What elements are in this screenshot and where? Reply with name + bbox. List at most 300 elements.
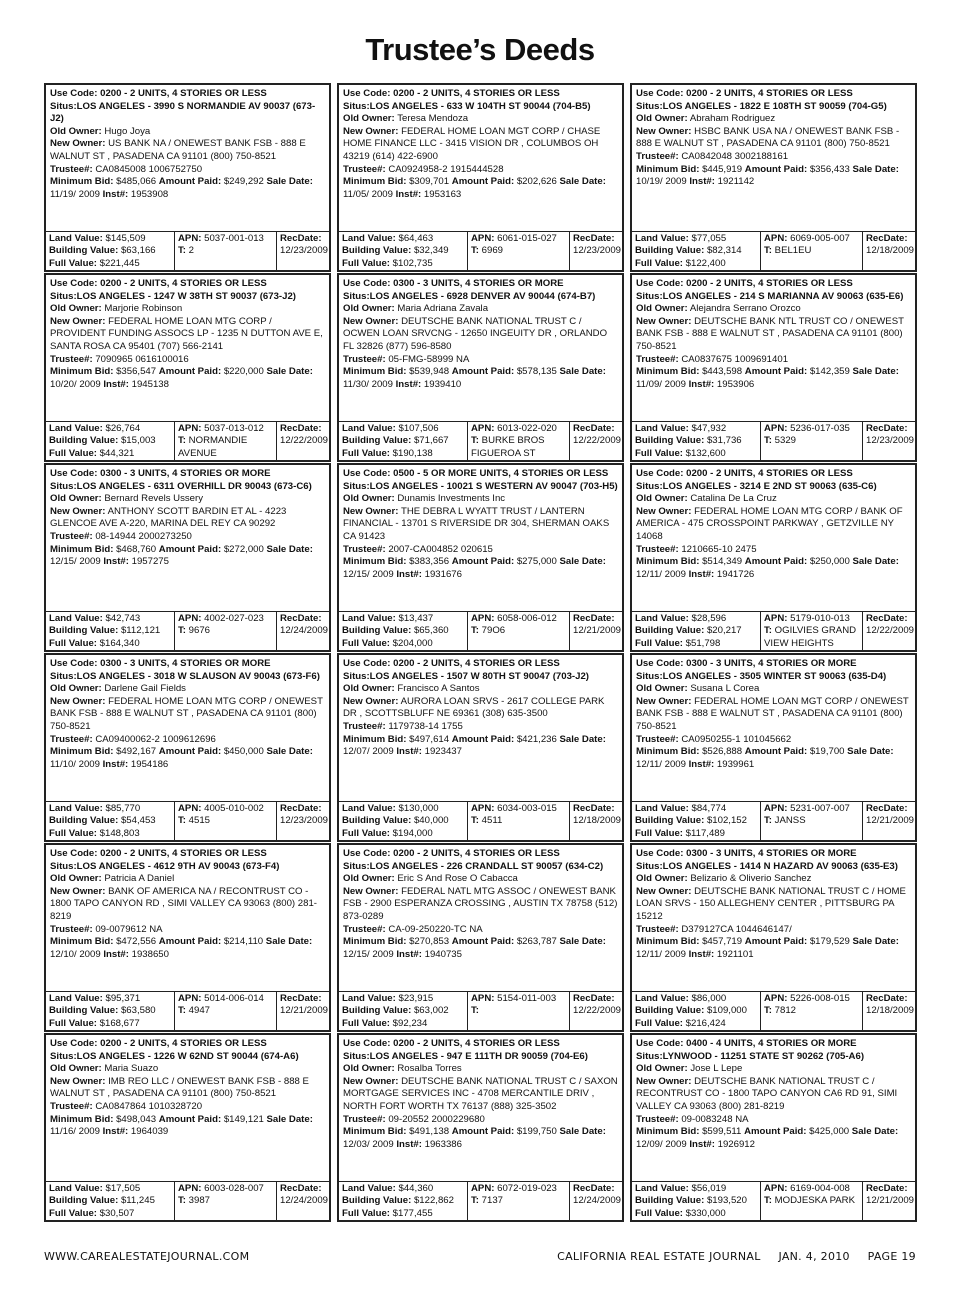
old-owner-label: Old Owner: (50, 125, 102, 137)
record-details (632, 845, 915, 992)
deed-record (44, 653, 331, 842)
minimum-bid-label: Minimum Bid: (636, 366, 700, 378)
building-value-line (342, 245, 464, 257)
old-owner: Alejandra Serrano Orozco (689, 303, 801, 315)
land-value: $17,505 (105, 1183, 141, 1194)
bid-line (50, 176, 325, 201)
sale-date: 11/10/ 2009 (50, 758, 100, 770)
rec-date-cell (569, 232, 622, 270)
situs: LOS ANGELES - 6928 DENVER AV 90044 (674-B7) (369, 290, 596, 302)
tract-label: T: (764, 245, 772, 257)
apn-cell (760, 422, 862, 460)
minimum-bid-label: Minimum Bid: (343, 366, 407, 378)
land-value: $56,019 (691, 1183, 727, 1194)
bid-line (50, 1114, 325, 1139)
land-value-label: Land Value: (342, 613, 396, 624)
rec-date-cell (569, 992, 622, 1030)
situs: LOS ANGELES - 3990 S NORMANDIE AV 90037 (673-J2) (50, 100, 316, 125)
new-owner-label: New Owner: (343, 1075, 399, 1087)
tract-line (471, 815, 566, 827)
trustee-number: 2007-CA004852 020615 (388, 543, 493, 555)
instrument-number: 1939961 (716, 758, 755, 770)
tract-label: T: (471, 1005, 479, 1017)
use-code-label: Use Code: (50, 88, 98, 99)
deed-record (630, 83, 917, 272)
old-owner-line (343, 113, 618, 126)
new-owner-line (50, 886, 325, 924)
trustee-number-label: Trustee#: (50, 353, 93, 365)
building-value-label: Building Value: (342, 245, 412, 257)
apn: 6003-028-007 (204, 1183, 264, 1194)
land-value: $130,000 (398, 803, 439, 814)
rec-date-label: RecDate: (866, 613, 908, 624)
new-owner: DEUTSCHE BANK NATIONAL TRUST C / RECONTRUST CO - 1800 TAPO CANYON CA6 RD 91, SIMI VALLEY CA 93063 (800) 281-8219 (636, 1075, 898, 1112)
rec-date-label: RecDate: (866, 233, 908, 244)
minimum-bid: $443,598 (702, 366, 743, 378)
apn-line (178, 1183, 273, 1195)
records-grid (44, 83, 917, 1222)
situs-label: Situs: (343, 290, 370, 302)
record-details (339, 845, 622, 992)
situs-line (636, 861, 911, 874)
old-owner: Bernard Revels Ussery (104, 493, 204, 505)
trustee-line (50, 924, 325, 937)
land-value-line (635, 1183, 757, 1195)
values-cell (632, 612, 760, 650)
land-value: $85,770 (105, 803, 141, 814)
apn-line (764, 993, 859, 1005)
rec-date-label: RecDate: (573, 1183, 615, 1194)
deed-record (44, 273, 331, 462)
sale-date: 10/19/ 2009 (636, 176, 687, 188)
tract-line (764, 245, 859, 257)
tract-line (178, 815, 273, 827)
land-value: $84,774 (691, 803, 727, 814)
use-code: 0300 - 3 UNITS, 4 STORIES OR MORE (100, 468, 271, 479)
instrument-number: 1957275 (131, 556, 169, 568)
situs-label: Situs: (50, 290, 77, 302)
full-value-line (635, 258, 757, 270)
use-code-label: Use Code: (50, 658, 98, 669)
apn: 5037-001-013 (204, 233, 264, 244)
land-value-label: Land Value: (342, 1183, 396, 1194)
tract-label: T: (178, 435, 186, 447)
deed-record (337, 273, 624, 462)
amount-paid: $249,292 (223, 176, 264, 188)
values-cell (339, 232, 467, 270)
old-owner: Teresa Mendoza (397, 113, 469, 125)
land-value: $23,915 (398, 993, 434, 1004)
tract-label: T: (471, 1195, 479, 1207)
situs-line (343, 101, 618, 114)
land-value-line (49, 233, 171, 245)
tract: NORMANDIE AVENUE (178, 435, 248, 459)
rec-date-label: RecDate: (280, 233, 322, 244)
tract-line (178, 1005, 273, 1017)
apn-label: APN: (764, 613, 788, 624)
situs-line (50, 481, 325, 494)
sale-date: 12/03/ 2009 (343, 1138, 394, 1150)
instrument-number-label: Inst#: (688, 758, 715, 770)
minimum-bid: $457,719 (702, 936, 743, 948)
new-owner-line (636, 886, 911, 924)
situs: LYNWOOD - 11251 STATE ST 90262 (705-A6) (662, 1050, 865, 1062)
situs-line (50, 861, 325, 874)
instrument-number-label: Inst#: (689, 1138, 715, 1150)
old-owner: Darlene Gail Fields (104, 683, 186, 695)
footer-website: WWW.CAREALESTATEJOURNAL.COM (44, 1250, 250, 1263)
instrument-number: 1953908 (130, 188, 169, 200)
rec-date-cell (276, 802, 329, 840)
amount-paid-label: Amount Paid: (158, 543, 222, 555)
full-value-label: Full Value: (635, 257, 683, 269)
building-value-label: Building Value: (342, 1195, 412, 1207)
new-owner: HSBC BANK USA NA / ONEWEST BANK FSB - 888 E WALNUT ST , PASADENA CA 91101 (800) 750-8521 (636, 125, 900, 150)
old-owner-label: Old Owner: (636, 493, 688, 505)
rec-date-cell (569, 422, 622, 460)
tract-label: T: (764, 1005, 772, 1017)
sale-date: 12/07/ 2009 (343, 746, 394, 758)
instrument-number: 1964039 (130, 1126, 169, 1138)
rec-date-cell (276, 232, 329, 270)
use-code-label: Use Code: (50, 468, 98, 479)
apn: 5014-006-014 (204, 993, 264, 1004)
bid-line (50, 366, 325, 391)
full-value-label: Full Value: (49, 257, 97, 269)
trustee-line (636, 544, 911, 557)
trustee-line (50, 1101, 325, 1114)
deed-record (630, 843, 917, 1032)
building-value-line (635, 815, 757, 827)
trustee-line (636, 151, 911, 164)
rec-date-label: RecDate: (573, 613, 615, 624)
amount-paid-label: Amount Paid: (451, 936, 515, 948)
apn-label: APN: (178, 613, 202, 624)
trustee-number-label: Trustee#: (343, 1113, 386, 1125)
record-values (632, 1182, 915, 1220)
building-value-label: Building Value: (49, 245, 119, 257)
rec-date: 12/23/2009 (573, 245, 622, 257)
building-value-label: Building Value: (635, 435, 705, 447)
deed-record (44, 843, 331, 1032)
building-value-line (49, 1195, 171, 1207)
use-code: 0200 - 2 UNITS, 4 STORIES OR LESS (393, 848, 560, 859)
use-code: 0200 - 2 UNITS, 4 STORIES OR LESS (100, 848, 267, 859)
full-value-line (49, 638, 171, 650)
apn: 5236-017-035 (790, 423, 850, 434)
old-owner: Abraham Rodriguez (689, 113, 776, 125)
minimum-bid-label: Minimum Bid: (343, 1126, 407, 1138)
new-owner-label: New Owner: (50, 315, 106, 327)
old-owner-label: Old Owner: (343, 873, 395, 885)
record-values (339, 1182, 622, 1220)
land-value-label: Land Value: (342, 233, 396, 244)
use-code-label: Use Code: (343, 1038, 391, 1049)
record-details (632, 465, 915, 612)
apn-cell (760, 612, 862, 650)
sale-date-label: Sale Date: (266, 746, 313, 758)
rec-date-label: RecDate: (573, 993, 615, 1004)
amount-paid: $202,626 (516, 176, 557, 188)
rec-date-cell (276, 422, 329, 460)
trustee-number-label: Trustee#: (50, 1100, 93, 1112)
situs: LOS ANGELES - 214 S MARIANNA AV 90063 (635-E6) (662, 290, 904, 302)
tract-line (471, 1005, 566, 1017)
minimum-bid-label: Minimum Bid: (50, 1113, 114, 1125)
sale-date: 12/15/ 2009 (50, 556, 101, 568)
use-code-line (343, 468, 618, 481)
use-code-label: Use Code: (50, 848, 98, 859)
old-owner-line (636, 493, 911, 506)
full-value-label: Full Value: (49, 827, 97, 839)
instrument-number-label: Inst#: (103, 556, 129, 568)
situs-line (50, 671, 325, 684)
amount-paid-label: Amount Paid: (744, 556, 808, 568)
sale-date-label: Sale Date: (559, 366, 606, 378)
full-value-label: Full Value: (342, 827, 390, 839)
tract-line (471, 435, 566, 460)
record-values (46, 992, 329, 1030)
apn: 6013-022-020 (497, 423, 557, 434)
new-owner-label: New Owner: (636, 885, 692, 897)
situs: LOS ANGELES - 3214 E 2ND ST 90063 (635-C6) (662, 480, 877, 492)
instrument-number: 1963386 (424, 1138, 462, 1150)
new-owner-label: New Owner: (343, 125, 399, 137)
land-value: $28,596 (691, 613, 727, 624)
tract: 2 (188, 245, 195, 257)
tract: 9676 (188, 625, 211, 637)
rec-date-cell (862, 802, 915, 840)
minimum-bid: $309,701 (409, 176, 450, 188)
rec-date-label: RecDate: (573, 803, 615, 814)
use-code: 0200 - 2 UNITS, 4 STORIES OR LESS (393, 1038, 560, 1049)
trustee-number-label: Trustee#: (343, 543, 386, 555)
deed-record (630, 273, 917, 462)
amount-paid-label: Amount Paid: (451, 176, 515, 188)
full-value: $168,677 (99, 1017, 140, 1029)
land-value-label: Land Value: (635, 803, 689, 814)
new-owner-label: New Owner: (343, 315, 399, 327)
old-owner: Jose L Lepe (690, 1063, 743, 1075)
instrument-number: 1939410 (423, 378, 462, 390)
tract-line (764, 815, 859, 827)
apn-cell (174, 612, 276, 650)
situs-label: Situs: (636, 1050, 663, 1062)
situs: LOS ANGELES - 3018 W SLAUSON AV 90043 (673-F6) (76, 670, 320, 682)
trustee-number: CA0950255-1 101045662 (681, 733, 792, 745)
record-details (339, 85, 622, 232)
trustee-line (636, 734, 911, 747)
full-value: $177,455 (392, 1207, 433, 1219)
record-details (632, 275, 915, 422)
use-code-line (343, 848, 618, 861)
full-value: $102,735 (392, 257, 433, 269)
amount-paid-label: Amount Paid: (158, 936, 222, 948)
new-owner-line (636, 1076, 911, 1114)
old-owner-label: Old Owner: (343, 1063, 395, 1075)
trustee-number: CA0837675 1009691401 (681, 353, 789, 365)
new-owner: AURORA LOAN SRVS - 2617 COLLEGE PARK DR , SCOTTSBLUFF NE 69361 (308) 635-3500 (343, 695, 605, 720)
building-value-line (49, 815, 171, 827)
trustee-number-label: Trustee#: (636, 923, 679, 935)
trustee-line (50, 531, 325, 544)
new-owner-label: New Owner: (50, 138, 106, 150)
deed-record (630, 653, 917, 842)
new-owner: DEUTSCHE BANK NTL TRUST CO / ONEWEST BANK FSB - 888 E WALNUT ST , PASADENA CA 91101 (800) 750-8521 (636, 315, 904, 352)
instrument-number: 1923437 (424, 746, 462, 758)
apn: 6034-003-015 (497, 803, 557, 814)
bid-line (343, 556, 618, 581)
old-owner-line (343, 303, 618, 316)
use-code-label: Use Code: (343, 88, 391, 99)
page-title: Trustee’s Deeds (365, 32, 595, 67)
land-value-line (635, 993, 757, 1005)
trustee-number: 7090965 0616100016 (95, 353, 189, 365)
situs: LOS ANGELES - 947 E 111TH DR 90059 (704-E6) (369, 1050, 588, 1062)
situs-label: Situs: (343, 100, 370, 112)
bid-line (636, 936, 911, 961)
land-value-line (342, 803, 464, 815)
rec-date: 12/22/2009 (573, 435, 622, 447)
values-cell (46, 612, 174, 650)
amount-paid: $275,000 (516, 556, 557, 568)
building-value: $54,453 (120, 815, 156, 827)
full-value-label: Full Value: (49, 447, 97, 459)
old-owner-label: Old Owner: (50, 873, 102, 885)
use-code-label: Use Code: (636, 278, 684, 289)
bid-line (50, 936, 325, 961)
record-values (632, 612, 915, 650)
full-value-label: Full Value: (342, 637, 390, 649)
new-owner-line (636, 696, 911, 734)
land-value-line (49, 613, 171, 625)
situs-label: Situs: (50, 1050, 77, 1062)
instrument-number: 1940735 (424, 948, 462, 960)
building-value: $31,736 (706, 435, 742, 447)
apn-line (471, 803, 566, 815)
building-value: $20,217 (706, 625, 742, 637)
situs: LOS ANGELES - 3505 WINTER ST 90063 (635-D4) (662, 670, 887, 682)
land-value-line (49, 1183, 171, 1195)
apn: 5154-011-003 (497, 993, 557, 1004)
trustee-number: CA09400062-2 1009612696 (95, 733, 216, 745)
building-value-label: Building Value: (49, 625, 119, 637)
building-value: $102,152 (706, 815, 747, 827)
trustee-number-label: Trustee#: (636, 150, 679, 162)
trustee-number-label: Trustee#: (343, 720, 386, 732)
bid-line (50, 746, 325, 771)
trustee-number-label: Trustee#: (343, 163, 386, 175)
situs-line (343, 861, 618, 874)
record-details (339, 655, 622, 802)
new-owner-label: New Owner: (343, 695, 399, 707)
apn-line (471, 423, 566, 435)
minimum-bid-label: Minimum Bid: (343, 556, 407, 568)
instrument-number-label: Inst#: (103, 948, 129, 960)
apn-label: APN: (178, 423, 202, 434)
sale-date: 12/10/ 2009 (50, 948, 101, 960)
sale-date: 11/16/ 2009 (50, 1126, 100, 1138)
amount-paid: $421,236 (516, 733, 557, 745)
old-owner-label: Old Owner: (636, 113, 688, 125)
old-owner: Hugo Joya (104, 125, 151, 137)
rec-date-label: RecDate: (866, 1183, 908, 1194)
new-owner-line (343, 506, 618, 544)
full-value: $92,234 (392, 1017, 428, 1029)
building-value: $63,002 (413, 1005, 449, 1017)
land-value-line (342, 233, 464, 245)
apn-label: APN: (764, 233, 788, 244)
new-owner-label: New Owner: (343, 885, 399, 897)
use-code-line (343, 1038, 618, 1051)
record-details (46, 1035, 329, 1182)
trustee-number-label: Trustee#: (50, 923, 93, 935)
minimum-bid-label: Minimum Bid: (343, 176, 407, 188)
situs: LOS ANGELES - 633 W 104TH ST 90044 (704-B5) (369, 100, 591, 112)
tract-label: T: (471, 245, 479, 257)
tract-line (764, 435, 859, 447)
record-details (339, 1035, 622, 1182)
minimum-bid-label: Minimum Bid: (636, 1126, 700, 1138)
use-code-line (50, 658, 325, 671)
use-code: 0300 - 3 UNITS, 4 STORIES OR MORE (686, 658, 857, 669)
instrument-number: 1926912 (717, 1138, 755, 1150)
trustee-number: CA0842048 3002188161 (681, 150, 789, 162)
bid-line (343, 366, 618, 391)
building-value-label: Building Value: (342, 1005, 412, 1017)
use-code: 0300 - 3 UNITS, 4 STORIES OR MORE (686, 848, 857, 859)
land-value-line (342, 1183, 464, 1195)
trustee-line (343, 164, 618, 177)
sale-date: 12/11/ 2009 (636, 568, 686, 580)
bid-line (343, 176, 618, 201)
minimum-bid: $514,349 (702, 556, 743, 568)
rec-date-label: RecDate: (573, 233, 615, 244)
situs-label: Situs: (50, 100, 77, 112)
apn: 5231-007-007 (790, 803, 850, 814)
bid-line (636, 556, 911, 581)
deed-record (44, 83, 331, 272)
new-owner-line (343, 696, 618, 721)
tract: 5329 (774, 435, 797, 447)
apn-label: APN: (178, 803, 202, 814)
rec-date-cell (862, 232, 915, 270)
use-code-line (343, 278, 618, 291)
apn-label: APN: (471, 993, 495, 1004)
land-value-line (342, 613, 464, 625)
values-cell (46, 802, 174, 840)
trustee-line (343, 924, 618, 937)
full-value-line (49, 1208, 171, 1220)
building-value-line (342, 1005, 464, 1017)
record-values (632, 992, 915, 1030)
trustee-number: 08-14944 2000273250 (95, 530, 192, 542)
building-value-line (49, 245, 171, 257)
sale-date: 12/11/ 2009 (636, 948, 686, 960)
land-value: $13,437 (398, 613, 434, 624)
full-value: $194,000 (392, 827, 433, 839)
new-owner-label: New Owner: (50, 505, 106, 517)
new-owner: DEUTSCHE BANK NATIONAL TRUST C / OCWEN LOAN SRVCNG - 12650 INGEUITY DR , ORLANDO FL 32826 (877) 596-8580 (343, 315, 608, 352)
old-owner-label: Old Owner: (343, 683, 395, 695)
values-cell (339, 992, 467, 1030)
apn-line (764, 423, 859, 435)
old-owner-label: Old Owner: (636, 873, 688, 885)
use-code-label: Use Code: (50, 1038, 98, 1049)
use-code-line (50, 88, 325, 101)
building-value-line (635, 1195, 757, 1207)
amount-paid-label: Amount Paid: (744, 936, 808, 948)
